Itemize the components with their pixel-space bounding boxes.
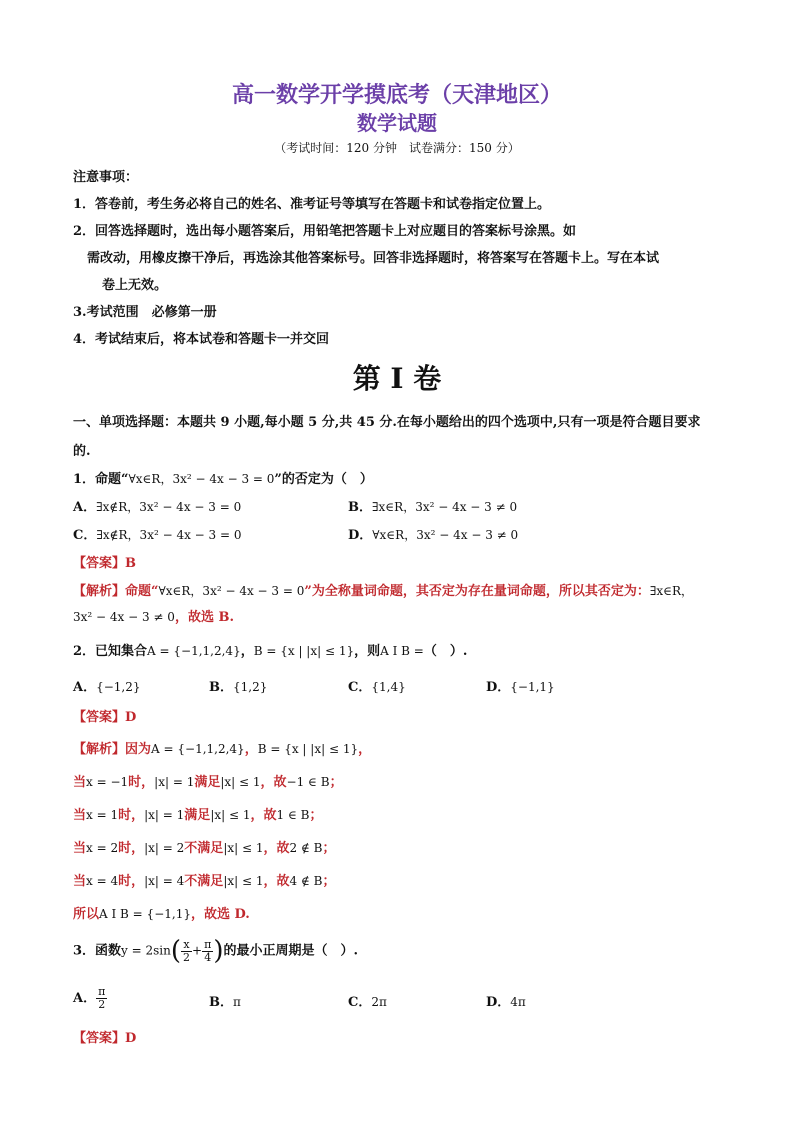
question-2-option-a: A．{−1,2} xyxy=(73,680,141,695)
question-2-analysis-line: 当x = −1时，|x| = 1满足|x| ≤ 1，故−1 ∈ B； xyxy=(73,775,343,790)
question-1-option-b: B．∃x∈R，3x² − 4x − 3 ≠ 0 xyxy=(348,500,518,515)
notice-item: 4．考试结束后，将本试卷和答题卡一并交回 xyxy=(73,332,330,347)
question-1-analysis: 【解析】命题“∀x∈R，3x² − 4x − 3 = 0”为全称量词命题，其否定为存在量词命题，所以其否定为：∃x∈R， xyxy=(73,584,694,599)
question-2-option-d: D．{−1,1} xyxy=(486,680,555,695)
question-2-analysis-conclusion: 所以A I B = {−1,1}，故选 D. xyxy=(73,907,250,922)
question-2-answer: 【答案】D xyxy=(73,710,137,725)
question-1-analysis-cont: 3x² − 4x − 3 ≠ 0，故选 B. xyxy=(73,610,234,625)
question-2-option-b: B．{1,2} xyxy=(209,680,268,695)
notice-item: 需改动，用橡皮擦干净后，再选涂其他答案标号。回答非选择题时，将答案写在答题卡上。写在本试 xyxy=(87,251,660,266)
notice-item: 3.考试范围 必修第一册 xyxy=(73,305,217,320)
question-2-analysis: 【解析】因为A = {−1,1,2,4}，B = {x | |x| ≤ 1}， xyxy=(73,742,372,757)
question-3-option-b: B．π xyxy=(209,995,241,1010)
question-3-option-a: A． $\frac{\pi}{2}$ xyxy=(73,985,106,1011)
page-title: 高一数学开学摸底考（天津地区） xyxy=(231,83,562,108)
question-2-option-c: C．{1,4} xyxy=(348,680,406,695)
notice-item: 卷上无效。 xyxy=(102,278,168,293)
question-3-option-d: D．4π xyxy=(486,995,526,1010)
question-2-analysis-line: 当x = 1时，|x| = 1满足|x| ≤ 1，故1 ∈ B； xyxy=(73,808,323,823)
question-3-answer: 【答案】D xyxy=(73,1031,137,1046)
question-2-stem: 2．已知集合A = {−1,1,2,4}，B = {x | |x| ≤ 1}，则A I B =（ ）. xyxy=(73,644,468,659)
question-2-analysis-line: 当x = 4时，|x| = 4不满足|x| ≤ 1，故4 ∉ B； xyxy=(73,874,336,889)
notice-heading: 注意事项： xyxy=(73,170,139,185)
exam-info: （考试时间：120 分钟 试卷满分：150 分） xyxy=(274,141,520,155)
question-3-stem: 3．函数y = 2sin( $\frac{x}{2}$ + $\frac{\pi}{4}$ )的最小正周期是（ ）. xyxy=(73,936,359,966)
question-1-option-d: D．∀x∈R，3x² − 4x − 3 ≠ 0 xyxy=(348,528,519,543)
question-1-option-c: C．∃x∉R，3x² − 4x − 3 = 0 xyxy=(73,528,242,543)
question-3-option-c: C．2π xyxy=(348,995,387,1010)
notice-item: 2．回答选择题时，选出每小题答案后，用铅笔把答题卡上对应题目的答案标号涂黑。如 xyxy=(73,224,577,239)
volume-heading: 第 I 卷 xyxy=(352,362,442,395)
question-2-analysis-line: 当x = 2时，|x| = 2不满足|x| ≤ 1，故2 ∉ B； xyxy=(73,841,336,856)
notice-item: 1．答卷前，考生务必将自己的姓名、准考证号等填写在答题卡和试卷指定位置上。 xyxy=(73,197,551,212)
question-1-answer: 【答案】B xyxy=(73,556,136,571)
section-heading: 一、单项选择题：本题共 9 小题,每小题 5 分,共 45 分.在每小题给出的四个选项中,只有一项是符合题目要求 xyxy=(73,415,701,430)
question-1-stem: 1．命题“∀x∈R，3x² − 4x − 3 = 0”的否定为（ ） xyxy=(73,472,373,487)
section-heading-cont: 的. xyxy=(73,444,91,459)
page-subtitle: 数学试题 xyxy=(357,111,437,135)
question-1-option-a: A．∃x∉R，3x² − 4x − 3 = 0 xyxy=(73,500,242,515)
